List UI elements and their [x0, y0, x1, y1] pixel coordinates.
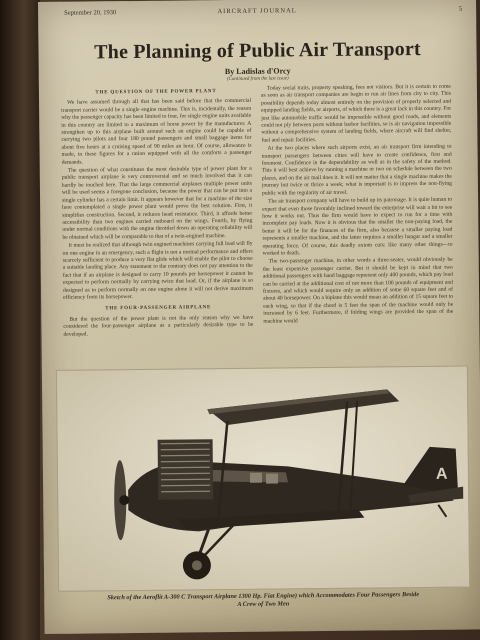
tail-marking: A	[435, 465, 448, 483]
running-header	[52, 6, 462, 22]
left-subhead-2: THE FOUR-PASSENGER AIRPLANE	[105, 305, 212, 312]
header-date: September 20, 1930	[64, 9, 117, 17]
article-title: The Planning of Public Air Transport	[94, 37, 421, 64]
left-paragraph: The question of what constitutes the most desirable type of power plant for a public transport airplane is very controversial and so much involved that it can hardly be touched here. That the large commercial airplanes multiple power units will be used seems a foregone conclusion, because the power that can be put into a single cylinder has a certain limit. It appears however that for a machine of the size here contemplated a single power plant would prove the best solution. First, it simplifies construction. Second, it reduces head resistance. Third, it affords better accessibility than two engines carried outboard on the wings. Fourth, by flying under normal conditions with the engine throttled down an operating reliability will be obtained which will be comparable to that of a twin-engined machine.	[61, 165, 253, 241]
article-byline-note: (Continued from the last issue)	[226, 76, 289, 83]
header-page-number: 5	[458, 5, 463, 13]
airplane-figure	[56, 366, 470, 592]
figure-caption	[58, 591, 468, 611]
cabin-window	[266, 474, 278, 484]
cabin-window	[250, 473, 262, 483]
right-paragraph: At the two places where such airports exist, an air transport firm intending to transport passengers between cities will have to create confidence, first and foremost. Confidence in the dependability as well as in the safety of the method. This it will best achieve by running a machine or two on schedule between the two places, and on the air mail does it. It will not matter that a single machine makes the journey but twice or thrice a week; what is important is to impress the non-flying public with the regularity of air travel.	[261, 143, 452, 197]
left-paragraph: It must be realized that although twin engined machines carrying full load will fly on one engine in an emergency, such a flight is not a normal performance and offers scarcely sufficient to produce a very flat glide which will enable the pilot to choose a suitable landing place. Any statement to the contrary does not pay attention to the fact that if an airplane is designed to carry 10 pounds per horsepower it cannot be expected to perform normally by carrying twice that load. Or, if the airplane is so designed as to perform normally on one engine alone it will not derive maximum efficiency from its horsepower.	[62, 240, 254, 301]
caption-line-1: Sketch of the Aeroflit A-300 C Transport Airplane 1300 Hp. Fiat Engine) which Accommodates Four Passengers Beside	[107, 591, 420, 602]
header-journal-name: AIRCRAFT JOURNAL	[217, 7, 297, 16]
right-paragraph: Today social traits, property speaking, fees not visitors. But it is certain to come as soon as air transport companies are begin to run air lines from city to city. This possibility depends today almost entirely on the provision of properly selected and equipped landing fields, or airports, of which there is a great lack in this country. For just like automobile traffic would be impossible without good roads, and elements could not ply between ports without harbor facilities, so is air navigation impossible without a comprehensive system of landing fields, where aircraft will find shelter, fuel and repair facilities.	[260, 83, 452, 144]
left-closing-paragraph: But the question of the power plant is not the only reason why we have considered the four-passenger airplane as a particularly desirable type to be developed.	[63, 314, 254, 338]
magazine-page	[38, 0, 480, 634]
tail-skid	[438, 505, 446, 517]
left-column	[61, 86, 254, 340]
right-paragraph: The air transport company will have to build up its patronage. It is quite human to expect that even those favorably inclined toward the enterprise will wait a bit to see how it works out. Thus the firm would have to expect to run for a time with incomplete pay loads. Now it is obvious that the smaller the non-paying load, the better it will be for the finances of the firm, also because a smaller paying load represents a smaller machine, and the latter requires a smaller hangar and a smaller operating force. Of course, this deadly axiom cuts: like many other things—to worked to death.	[262, 196, 453, 257]
article-byline: By Ladislas d'Orcy	[224, 66, 291, 77]
caption-line-2: A Crew of Two Men	[237, 600, 290, 608]
right-column	[261, 84, 454, 327]
left-paragraph: We have assumed through all that has been said before that the commercial transport carrier would be a single engine machine. This is, incidentally, the reason why the passenger capacity has been limited to four, for single engine units available in this country are limited to a maximum of horse power by the manufacturer. A strengthen up to this airplane built around such an engine could be capable of carrying two pilots and four 180 pound passengers and small baggage items for about five hours at a cruising speed of 90 miles an hour. Of course, allowance is made, in these figures for a ration equipped with all the comforts a passenger demands.	[61, 98, 252, 166]
left-subhead: THE QUESTION OF THE POWER PLANT	[95, 89, 217, 96]
binder-edge	[0, 0, 40, 640]
engine-cowling	[158, 439, 214, 500]
airplane-sketch	[57, 367, 469, 591]
right-paragraph: The two-passenger machine, in other words a three-seater, would obviously be the least expensive passenger carrier. But it should be kept in mind that two additional passengers with hand baggage represent only 400 pounds, which pay load can be carried at the additional cost of not more than 100 pounds of equipment and fixtures, and which would require only an addition of some 60 square feet and of about 40 horsepower. On a biplane this would mean an addition of 15 square feet to each wing, so that if the chord is 5 feet the span of the machine would only be increased by 6 feet. Furthermore, if folding wings are provided the span of the machine would	[262, 257, 454, 325]
